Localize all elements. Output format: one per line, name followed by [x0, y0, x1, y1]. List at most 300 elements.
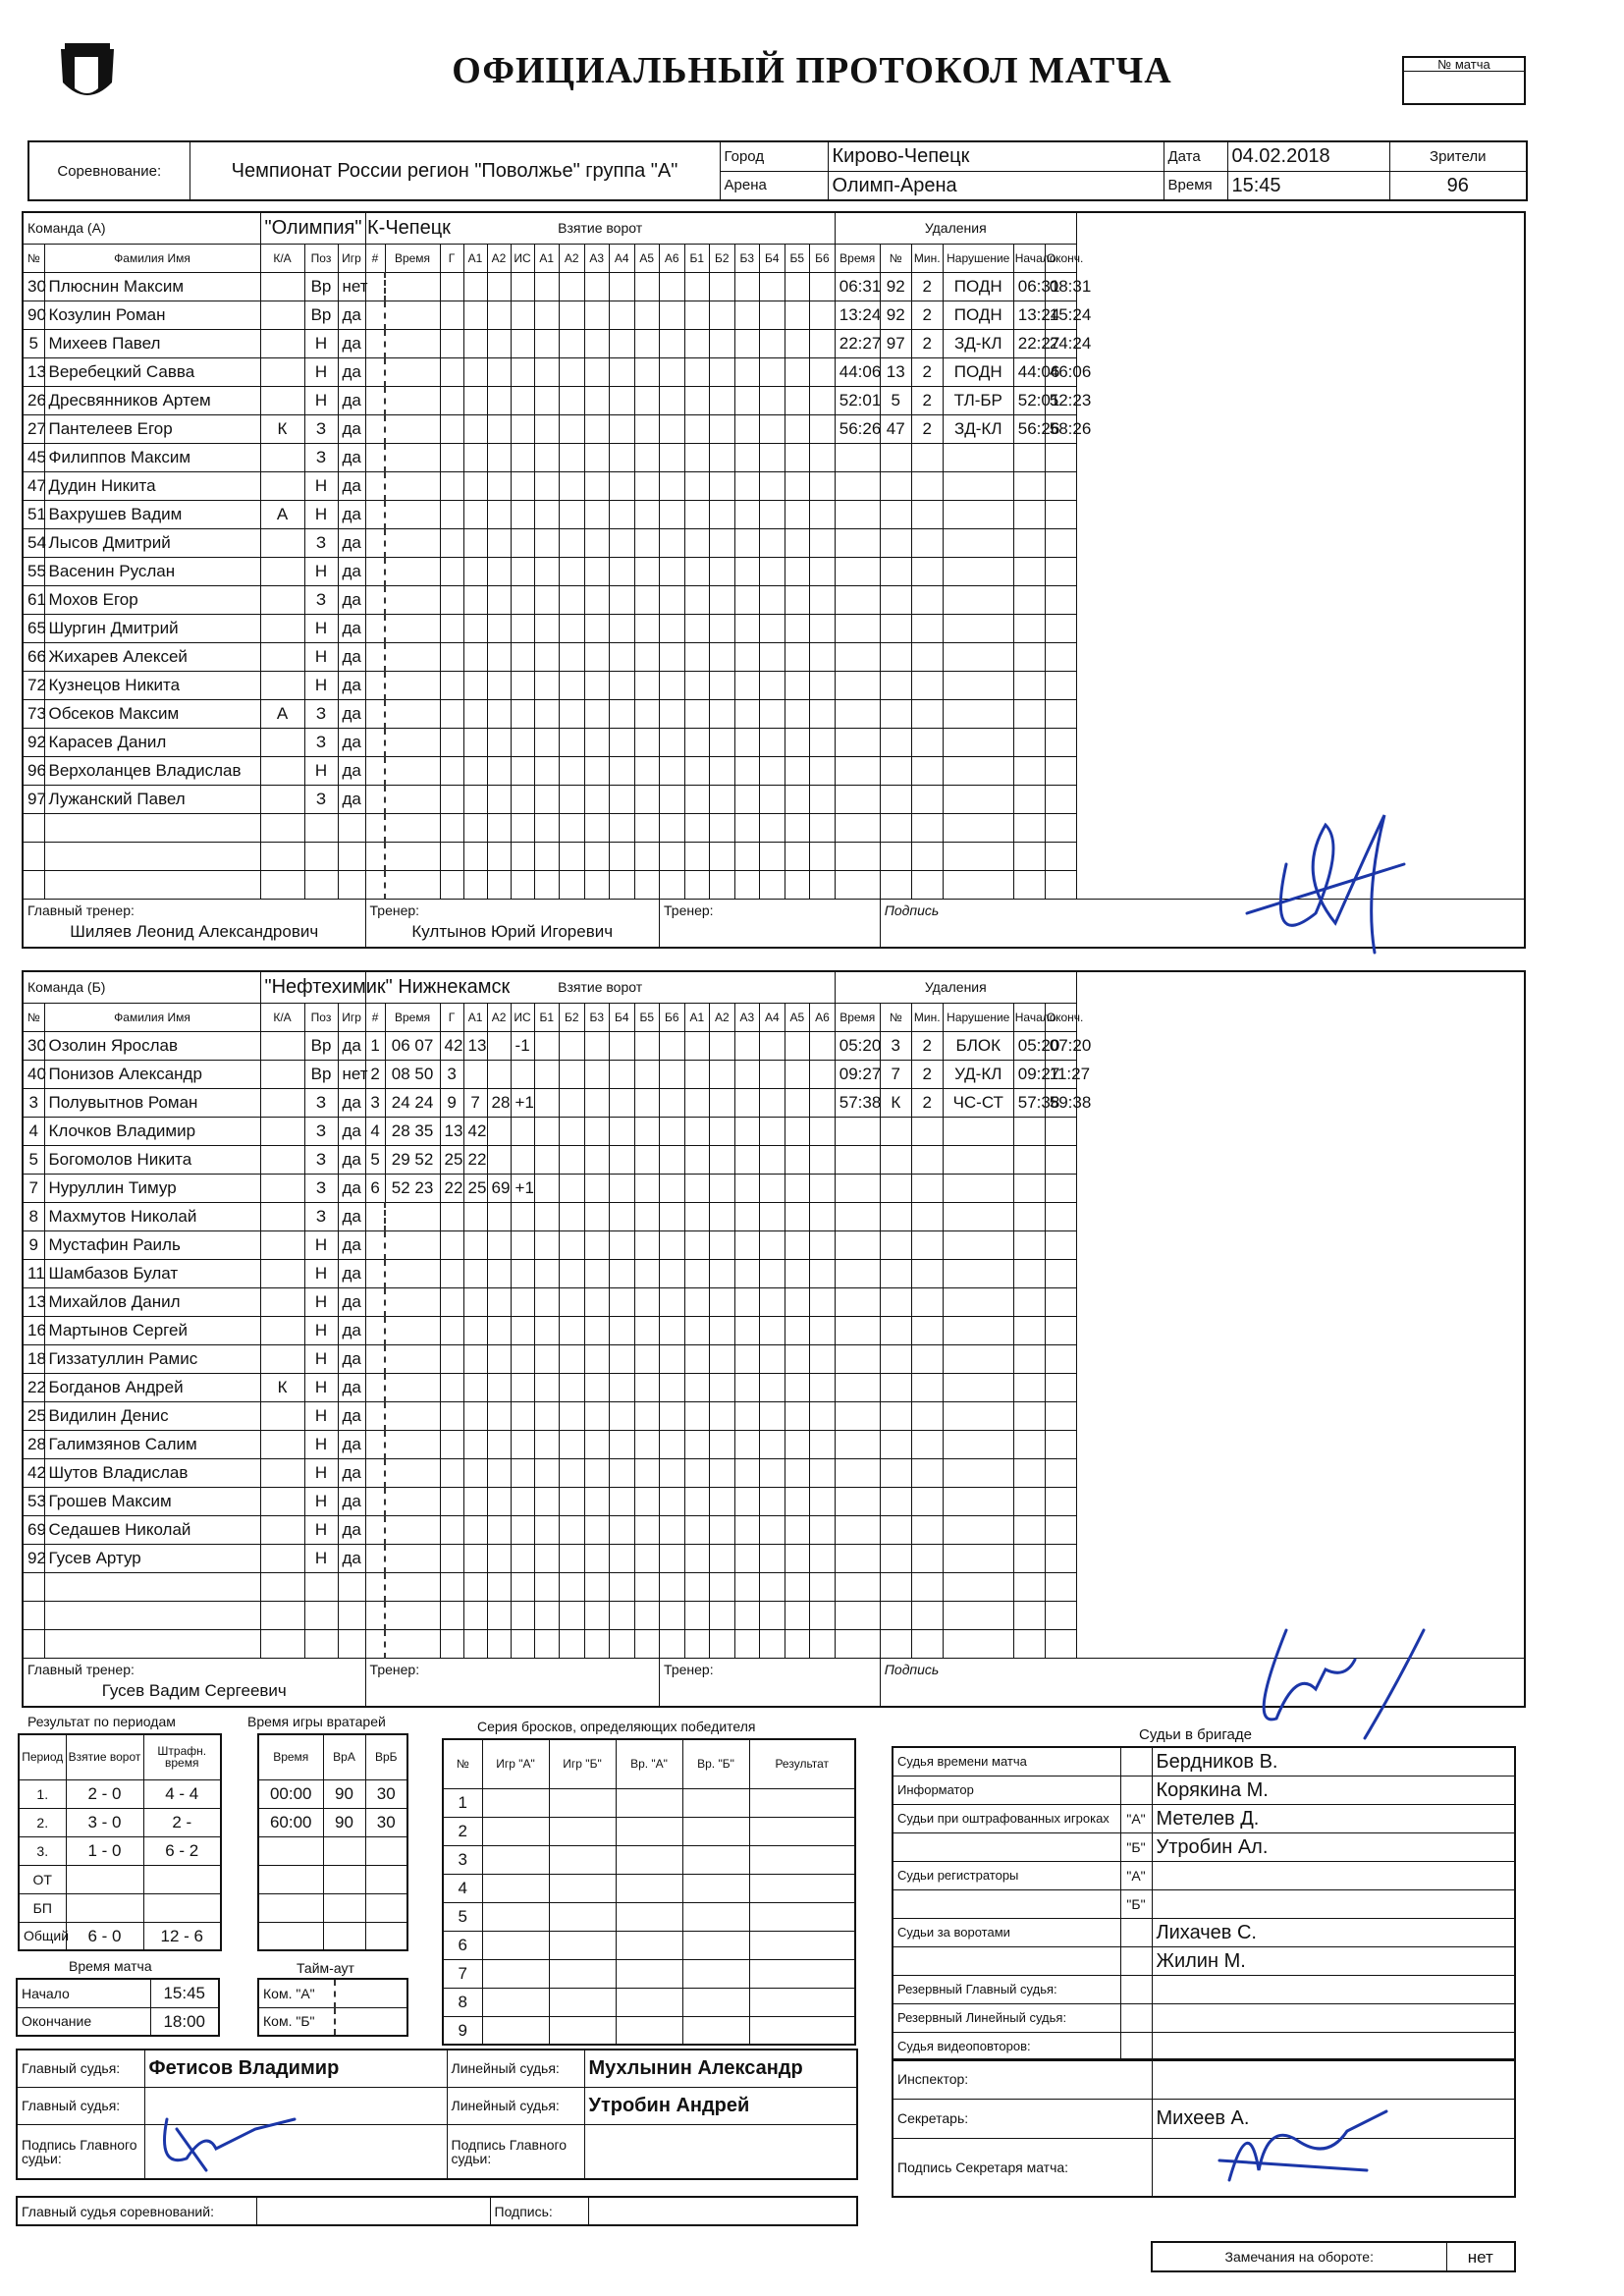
- skater-cell: [734, 414, 760, 443]
- goal-cell: [385, 842, 440, 870]
- penalty-cell: [1045, 728, 1076, 756]
- skater-cell: [560, 1601, 585, 1629]
- shootout-cell: [749, 1788, 855, 1817]
- goal-cell: 08 50: [385, 1060, 440, 1088]
- column-header: #: [365, 244, 385, 272]
- player-number: 7: [23, 1174, 44, 1202]
- penalty-cell: [943, 1572, 1013, 1601]
- skater-cell: [760, 557, 785, 585]
- skater-cell: [785, 1088, 810, 1117]
- penalty-cell: [911, 756, 943, 785]
- goal-cell: [487, 842, 511, 870]
- player-role: [260, 1287, 304, 1316]
- goal-cell: [365, 585, 385, 614]
- page-title: ОФИЦИАЛЬНЫЙ ПРОТОКОЛ МАТЧА: [452, 50, 1172, 91]
- timeout-b-label: Ком. "Б": [258, 2007, 335, 2036]
- shootout-cell: [549, 1931, 616, 1959]
- skater-cell: [810, 1031, 836, 1060]
- player-position: Н: [304, 756, 338, 785]
- skater-cell: [560, 1088, 585, 1117]
- penalty-cell: [1045, 443, 1076, 471]
- penalty-cell: [1045, 1202, 1076, 1230]
- goal-cell: [440, 1487, 463, 1515]
- skater-cell: [734, 1458, 760, 1487]
- skater-cell: [760, 1515, 785, 1544]
- column-header: №: [23, 1003, 44, 1031]
- goal-cell: [511, 557, 534, 585]
- goal-cell: [385, 1458, 440, 1487]
- skater-cell: [760, 1031, 785, 1060]
- penalty-cell: ЧС-СТ: [943, 1088, 1013, 1117]
- goal-cell: [487, 1373, 511, 1401]
- player-row: [23, 1117, 1525, 1145]
- gk-col-header: ВрБ: [365, 1734, 407, 1779]
- penalty-cell: [880, 1458, 911, 1487]
- goal-cell: [440, 557, 463, 585]
- skater-cell: [584, 842, 610, 870]
- player-position: З: [304, 1202, 338, 1230]
- skater-cell: [734, 443, 760, 471]
- skater-cell: [785, 1544, 810, 1572]
- period-row: [19, 1893, 221, 1922]
- goal-cell: [487, 528, 511, 557]
- skater-cell: [810, 1458, 836, 1487]
- skater-cell: [684, 728, 710, 756]
- brigade-row: [893, 1918, 1515, 1946]
- penalty-cell: [880, 1544, 911, 1572]
- goal-cell: [440, 1287, 463, 1316]
- gk-time-table: [257, 1733, 408, 1951]
- player-played: да: [338, 301, 365, 329]
- head-coach-label: Главный тренер:: [27, 902, 135, 918]
- penalty-cell: [880, 1601, 911, 1629]
- penalty-cell: [1045, 1287, 1076, 1316]
- brigade-name: Корякина М.: [1152, 1776, 1515, 1804]
- goal-cell: [365, 642, 385, 671]
- skater-cell: [634, 1544, 660, 1572]
- shootout-cell: [682, 1817, 749, 1845]
- goal-cell: [385, 699, 440, 728]
- skater-cell: [734, 1544, 760, 1572]
- penalty-cell: [835, 642, 880, 671]
- goal-cell: [487, 1629, 511, 1658]
- gk-time: 00:00: [258, 1779, 323, 1808]
- period-col-header: Период: [19, 1734, 66, 1779]
- skater-cell: [660, 756, 685, 785]
- goal-cell: [463, 1572, 487, 1601]
- player-number: 8: [23, 1202, 44, 1230]
- player-played: [338, 842, 365, 870]
- skater-cell: [560, 528, 585, 557]
- goal-cell: [463, 1601, 487, 1629]
- penalty-cell: [880, 1515, 911, 1544]
- skater-cell: [760, 1145, 785, 1174]
- brigade-role: Судья времени матча: [893, 1747, 1120, 1776]
- column-header: Б1: [534, 1003, 560, 1031]
- penalty-cell: [880, 1629, 911, 1658]
- team_b-coach: [365, 1658, 660, 1707]
- skater-cell: [610, 785, 635, 813]
- player-row: [23, 1344, 1525, 1373]
- player-position: [304, 1629, 338, 1658]
- player-played: да: [338, 1373, 365, 1401]
- skater-cell: [810, 357, 836, 386]
- skater-cell: [810, 1373, 836, 1401]
- player-number: 11: [23, 1259, 44, 1287]
- player-played: да: [338, 614, 365, 642]
- gk-b: [365, 1922, 407, 1950]
- player-name: Мартынов Сергей: [44, 1316, 260, 1344]
- player-row: [23, 1174, 1525, 1202]
- coach-2-label: Тренер:: [664, 1661, 714, 1677]
- goal-cell: [365, 329, 385, 357]
- skater-cell: [610, 414, 635, 443]
- penalty-cell: ЗД-КЛ: [943, 414, 1013, 443]
- penalty-cell: [880, 1487, 911, 1515]
- player-row: [23, 1202, 1525, 1230]
- goal-cell: [440, 272, 463, 301]
- skater-cell: [684, 1487, 710, 1515]
- penalty-cell: [911, 614, 943, 642]
- penalty-cell: 3: [880, 1031, 911, 1060]
- player-name: Мохов Егор: [44, 585, 260, 614]
- head-coach-name: Шиляев Леонид Александрович: [70, 921, 319, 941]
- penalty-cell: [1013, 500, 1045, 528]
- skater-cell: [810, 1572, 836, 1601]
- goal-cell: [487, 1515, 511, 1544]
- goal-cell: [511, 1515, 534, 1544]
- penalty-cell: [880, 870, 911, 899]
- penalty-cell: [1013, 785, 1045, 813]
- goal-cell: [511, 813, 534, 842]
- penalty-cell: [943, 443, 1013, 471]
- goal-cell: 22: [440, 1174, 463, 1202]
- skater-cell: [634, 1373, 660, 1401]
- goal-cell: [440, 1230, 463, 1259]
- line-referee-2: Утробин Андрей: [584, 2087, 857, 2124]
- skater-cell: [710, 1060, 735, 1088]
- skater-cell: [810, 500, 836, 528]
- shootout-cell: [482, 1845, 549, 1874]
- gk-col-header: Время: [258, 1734, 323, 1779]
- skater-cell: [760, 842, 785, 870]
- player-position: Н: [304, 1544, 338, 1572]
- penalty-cell: [880, 528, 911, 557]
- goal-cell: [385, 471, 440, 500]
- skater-cell: [560, 1401, 585, 1430]
- skater-cell: [634, 301, 660, 329]
- column-header: А3: [584, 244, 610, 272]
- skater-cell: [684, 1316, 710, 1344]
- player-number: 30: [23, 272, 44, 301]
- skater-cell: [810, 272, 836, 301]
- shootout-cell: [549, 1988, 616, 2016]
- penalty-cell: [835, 1629, 880, 1658]
- goal-cell: [487, 1401, 511, 1430]
- skater-cell: [785, 1430, 810, 1458]
- gk-b: 30: [365, 1779, 407, 1808]
- penalty-cell: [1045, 1344, 1076, 1373]
- skater-cell: [710, 1145, 735, 1174]
- head-coach-name: Гусев Вадим Сергеевич: [101, 1680, 287, 1700]
- player-name: Видилин Денис: [44, 1401, 260, 1430]
- skater-cell: [710, 1401, 735, 1430]
- skater-cell: [660, 357, 685, 386]
- skater-cell: [760, 756, 785, 785]
- skater-cell: [584, 1373, 610, 1401]
- skater-cell: [734, 1287, 760, 1316]
- column-header: А1: [684, 1003, 710, 1031]
- skater-cell: [710, 557, 735, 585]
- skater-cell: [610, 500, 635, 528]
- skater-cell: [810, 1316, 836, 1344]
- skater-cell: [710, 443, 735, 471]
- penalty-cell: [1045, 642, 1076, 671]
- penalty-cell: [1045, 1174, 1076, 1202]
- skater-cell: [760, 614, 785, 642]
- gk-a: 90: [323, 1779, 365, 1808]
- skater-cell: [534, 1060, 560, 1088]
- goal-cell: [365, 1401, 385, 1430]
- penalty-cell: [943, 1316, 1013, 1344]
- player-role: [260, 272, 304, 301]
- skater-cell: [610, 1629, 635, 1658]
- shootout-cell: [549, 1788, 616, 1817]
- shootout-number: 9: [443, 2016, 482, 2045]
- period-pim: [143, 1865, 221, 1893]
- player-played: нет: [338, 272, 365, 301]
- penalty-cell: [1013, 1458, 1045, 1487]
- secretary: Михеев А.: [1152, 2099, 1515, 2138]
- skater-cell: [634, 1344, 660, 1373]
- goal-cell: [463, 728, 487, 756]
- player-position: Вр: [304, 1031, 338, 1060]
- remarks: нет: [1446, 2242, 1515, 2271]
- skater-cell: [785, 557, 810, 585]
- goal-cell: [365, 1230, 385, 1259]
- line-referee-1: Мухлынин Александр: [584, 2050, 857, 2087]
- player-played: да: [338, 1202, 365, 1230]
- skater-cell: [660, 301, 685, 329]
- gk-a: [323, 1865, 365, 1893]
- goal-cell: [440, 1259, 463, 1287]
- penalty-cell: [880, 1117, 911, 1145]
- penalty-cell: [835, 1601, 880, 1629]
- penalty-cell: [1045, 614, 1076, 642]
- goal-cell: [440, 500, 463, 528]
- skater-cell: [660, 1373, 685, 1401]
- skater-cell: [610, 471, 635, 500]
- skater-cell: [634, 1117, 660, 1145]
- penalty-cell: [880, 1202, 911, 1230]
- player-role: [260, 443, 304, 471]
- main-referee-2-label: Главный судья:: [17, 2087, 144, 2124]
- shootout-cell: [682, 1874, 749, 1902]
- shootout-cell: [682, 1931, 749, 1959]
- penalty-cell: [1045, 1145, 1076, 1174]
- player-number: 9: [23, 1230, 44, 1259]
- penalty-cell: [1045, 785, 1076, 813]
- skater-cell: [534, 1316, 560, 1344]
- skater-cell: [534, 1401, 560, 1430]
- player-name: [44, 870, 260, 899]
- skater-cell: [684, 1145, 710, 1174]
- goal-cell: [487, 357, 511, 386]
- skater-cell: [610, 1401, 635, 1430]
- goal-cell: 25: [440, 1145, 463, 1174]
- player-name: Мустафин Раиль: [44, 1230, 260, 1259]
- penalty-cell: 58:26: [1045, 414, 1076, 443]
- column-header: Время: [835, 244, 880, 272]
- gk-time: [258, 1922, 323, 1950]
- goal-cell: [385, 357, 440, 386]
- goal-cell: [385, 1230, 440, 1259]
- player-played: да: [338, 557, 365, 585]
- skater-cell: [584, 329, 610, 357]
- gk-a: [323, 1836, 365, 1865]
- column-header: А2: [560, 244, 585, 272]
- goal-cell: [385, 1515, 440, 1544]
- skater-cell: [710, 1202, 735, 1230]
- column-header: Поз: [304, 244, 338, 272]
- goal-cell: [511, 1316, 534, 1344]
- skater-cell: [584, 1344, 610, 1373]
- arena-label: Арена: [720, 171, 828, 200]
- goal-cell: [385, 528, 440, 557]
- player-row: [23, 1031, 1525, 1060]
- skater-cell: [810, 1515, 836, 1544]
- skater-cell: [684, 1174, 710, 1202]
- gk-a: [323, 1893, 365, 1922]
- skater-cell: [584, 699, 610, 728]
- player-number: 5: [23, 1145, 44, 1174]
- skater-cell: [534, 671, 560, 699]
- skater-cell: [534, 1629, 560, 1658]
- column-header: Г: [440, 244, 463, 272]
- goal-cell: 1: [365, 1031, 385, 1060]
- player-played: [338, 1601, 365, 1629]
- player-row: [23, 500, 1525, 528]
- skater-cell: [610, 1031, 635, 1060]
- skater-cell: [584, 386, 610, 414]
- penalty-cell: [911, 842, 943, 870]
- skater-cell: [760, 1202, 785, 1230]
- skater-cell: [810, 1060, 836, 1088]
- skater-cell: [710, 1031, 735, 1060]
- brigade-row: [893, 2003, 1515, 2032]
- skater-cell: [584, 1174, 610, 1202]
- skater-cell: [634, 272, 660, 301]
- skater-cell: [785, 756, 810, 785]
- skater-cell: [634, 1401, 660, 1430]
- penalty-cell: 59:38: [1045, 1088, 1076, 1117]
- goal-cell: [385, 813, 440, 842]
- penalty-cell: 97: [880, 329, 911, 357]
- column-header: Фамилия Имя: [44, 1003, 260, 1031]
- skater-cell: [785, 1401, 810, 1430]
- skater-cell: [684, 357, 710, 386]
- skater-cell: [584, 301, 610, 329]
- penalty-cell: [911, 1259, 943, 1287]
- penalty-cell: [835, 1487, 880, 1515]
- column-header: Б4: [760, 244, 785, 272]
- skater-cell: [610, 272, 635, 301]
- skater-cell: [710, 756, 735, 785]
- shootout-row: [443, 1902, 855, 1931]
- brigade-name: [1152, 1861, 1515, 1889]
- shootout-cell: [749, 1902, 855, 1931]
- skater-cell: [785, 1601, 810, 1629]
- match-start-label: Начало: [17, 1979, 150, 2007]
- penalty-cell: [943, 1430, 1013, 1458]
- shootout-cell: [482, 1988, 549, 2016]
- goal-cell: [463, 1487, 487, 1515]
- penalty-cell: [835, 1117, 880, 1145]
- player-played: да: [338, 329, 365, 357]
- skater-cell: [710, 1515, 735, 1544]
- skater-cell: [610, 1287, 635, 1316]
- goal-cell: [365, 471, 385, 500]
- period-row: [19, 1836, 221, 1865]
- player-position: Н: [304, 386, 338, 414]
- player-role: К: [260, 1373, 304, 1401]
- player-position: Вр: [304, 1060, 338, 1088]
- player-number: 22: [23, 1373, 44, 1401]
- skater-cell: [684, 699, 710, 728]
- skater-cell: [810, 842, 836, 870]
- goal-cell: [440, 357, 463, 386]
- column-header: К/А: [260, 1003, 304, 1031]
- goal-cell: [487, 585, 511, 614]
- referees-table: [16, 2049, 858, 2180]
- skater-cell: [634, 357, 660, 386]
- skater-cell: [684, 1031, 710, 1060]
- goal-cell: [385, 1316, 440, 1344]
- arena: Олимп-Арена: [828, 171, 1164, 200]
- brigade-role: Резервный Главный судья:: [893, 1975, 1120, 2003]
- penalty-cell: [911, 785, 943, 813]
- penalty-cell: 2: [911, 1060, 943, 1088]
- penalty-cell: [835, 1230, 880, 1259]
- skater-cell: [560, 1060, 585, 1088]
- skater-cell: [660, 1430, 685, 1458]
- skater-cell: [710, 728, 735, 756]
- goal-cell: [487, 1287, 511, 1316]
- penalty-cell: ПОДН: [943, 272, 1013, 301]
- skater-cell: [660, 614, 685, 642]
- player-row: [23, 614, 1525, 642]
- shootout-table: [442, 1738, 856, 2046]
- skater-cell: [584, 1629, 610, 1658]
- penalty-cell: 46:06: [1045, 357, 1076, 386]
- penalty-cell: [1045, 1601, 1076, 1629]
- player-number: 16: [23, 1316, 44, 1344]
- team-a-signature: [1227, 805, 1414, 972]
- player-played: да: [338, 785, 365, 813]
- penalty-cell: 05:20: [835, 1031, 880, 1060]
- player-number: 26: [23, 386, 44, 414]
- skater-cell: [760, 329, 785, 357]
- goal-cell: [463, 671, 487, 699]
- brigade-role: Информатор: [893, 1776, 1120, 1804]
- skater-cell: [710, 1117, 735, 1145]
- column-header: А5: [785, 1003, 810, 1031]
- brigade-row: [893, 1747, 1515, 1776]
- goal-cell: [463, 813, 487, 842]
- team_b-name: "Нефтехимик" Нижнекамск: [260, 971, 365, 1003]
- player-played: да: [338, 728, 365, 756]
- player-number: 54: [23, 528, 44, 557]
